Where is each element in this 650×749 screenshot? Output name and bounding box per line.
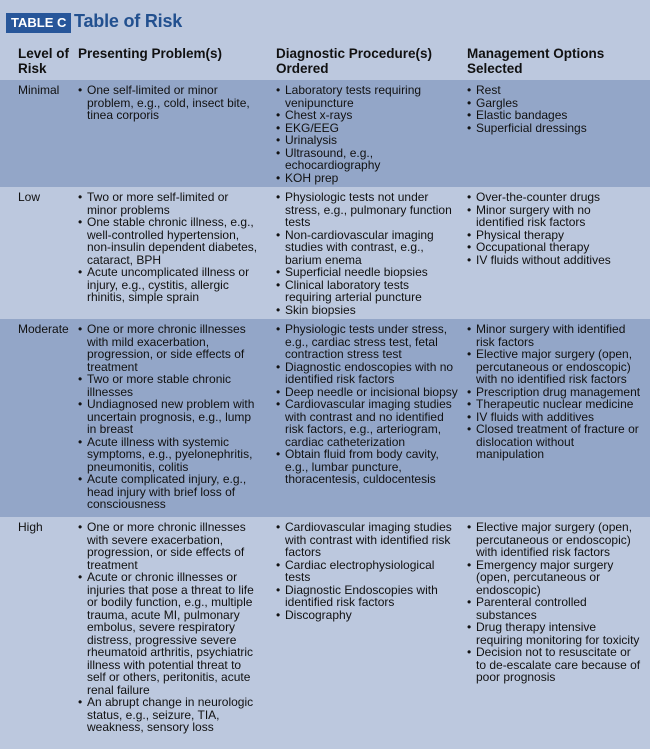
procedures-list <box>276 323 458 486</box>
list-item: • Non-cardiovascular imaging studies with contrast, e.g., barium enema <box>276 229 458 267</box>
list-item: • Over-the-counter drugs <box>467 191 642 204</box>
management-list <box>467 84 642 134</box>
table-row-low <box>0 187 650 319</box>
risk-level: Minimal <box>18 83 60 97</box>
risk-level: Low <box>18 190 41 204</box>
management-list <box>467 323 642 461</box>
header-management: Management Options Selected <box>467 46 605 76</box>
list-item: • Elective major surgery (open, percutaneous or endoscopic) with no identified risk factors <box>467 348 642 386</box>
list-item: • One or more chronic illnesses with mild exacerbation, progression, or side effects of treatment <box>78 323 258 373</box>
list-item: • Diagnostic Endoscopies with identified risk factors <box>276 584 458 609</box>
table-row-minimal <box>0 80 650 187</box>
list-item: • Acute uncomplicated illness or injury, e.g., cystitis, allergic rhinitis, simple sprain <box>78 266 258 304</box>
list-item: • Therapeutic nuclear medicine <box>467 398 642 411</box>
list-item: • Acute complicated injury, e.g., head injury with brief loss of consciousness <box>78 473 258 511</box>
list-item: • Diagnostic endoscopies with no identified risk factors <box>276 361 458 386</box>
list-item: • Drug therapy intensive requiring monitoring for toxicity <box>467 621 642 646</box>
list-item: • Acute or chronic illnesses or injuries that pose a threat to life or bodily function, e.g., multiple trauma, acute MI, pulmonary embolus, severe respiratory distress, progressive severe rheumatoid arthritis, psychiatric illness with potential threat to self or others, peritonitis, acute renal failure <box>78 571 258 696</box>
management-list <box>467 521 642 684</box>
list-item: • Laboratory tests requiring venipuncture <box>276 84 458 109</box>
list-item: • Prescription drug management <box>467 386 642 399</box>
list-item: • Occupational therapy <box>467 241 642 254</box>
list-item: • Closed treatment of fracture or dislocation without manipulation <box>467 423 642 461</box>
list-item: • KOH prep <box>276 172 458 185</box>
list-item: • Emergency major surgery (open, percutaneous or endoscopic) <box>467 559 642 597</box>
list-item: • Cardiovascular imaging studies with contrast and no identified risk factors, e.g., arteriogram, cardiac catheterization <box>276 398 458 448</box>
list-item: • IV fluids with additives <box>467 411 642 424</box>
management-list <box>467 191 642 266</box>
list-item: • Urinalysis <box>276 134 458 147</box>
problems-list <box>78 521 258 734</box>
header-procedure: Diagnostic Procedure(s) Ordered <box>276 46 433 76</box>
list-item: • Discography <box>276 609 458 622</box>
table-label-badge: TABLE C <box>6 13 71 33</box>
problems-list <box>78 84 258 122</box>
list-item: • Elective major surgery (open, percutaneous or endoscopic) with identified risk factors <box>467 521 642 559</box>
risk-level: Moderate <box>18 322 69 336</box>
procedures-list <box>276 84 458 184</box>
table-title-bar <box>0 0 650 36</box>
table-row-high <box>0 517 650 749</box>
procedures-list <box>276 521 458 621</box>
list-item: • IV fluids without additives <box>467 254 642 267</box>
list-item: • Physical therapy <box>467 229 642 242</box>
list-item: • An abrupt change in neurologic status, e.g., seizure, TIA, weakness, sensory loss <box>78 696 258 734</box>
list-item: • One stable chronic illness, e.g., well-controlled hypertension, non-insulin dependent diabetes, cataract, BPH <box>78 216 258 266</box>
list-item: • Gargles <box>467 97 642 110</box>
list-item: • Rest <box>467 84 642 97</box>
list-item: • Minor surgery with identified risk factors <box>467 323 642 348</box>
list-item: • Deep needle or incisional biopsy <box>276 386 458 399</box>
list-item: • Obtain fluid from body cavity, e.g., lumbar puncture, thoracentesis, culdocentesis <box>276 448 458 486</box>
list-item: • Cardiac electrophysiological tests <box>276 559 458 584</box>
list-item: • Physiologic tests not under stress, e.g., pulmonary function tests <box>276 191 458 229</box>
problems-list <box>78 323 258 511</box>
list-item: • Minor surgery with no identified risk factors <box>467 204 642 229</box>
list-item: • Decision not to resuscitate or to de-escalate care because of poor prognosis <box>467 646 642 684</box>
list-item: • EKG/EEG <box>276 122 458 135</box>
list-item: • Clinical laboratory tests requiring arterial puncture <box>276 279 458 304</box>
table-row-moderate <box>0 319 650 517</box>
list-item: • Two or more self-limited or minor problems <box>78 191 258 216</box>
list-item: • Parenteral controlled substances <box>467 596 642 621</box>
header-problem: Presenting Problem(s) <box>78 46 223 61</box>
list-item: • Superficial dressings <box>467 122 642 135</box>
problems-list <box>78 191 258 304</box>
list-item: • Physiologic tests under stress, e.g., cardiac stress test, fetal contraction stress test <box>276 323 458 361</box>
list-item: • Two or more stable chronic illnesses <box>78 373 258 398</box>
list-item: • Acute illness with systemic symptoms, e.g., pyelonephritis, pneumonitis, colitis <box>78 436 258 474</box>
list-item: • One or more chronic illnesses with severe exacerbation, progression, or side effects of treatment <box>78 521 258 571</box>
list-item: • Elastic bandages <box>467 109 642 122</box>
list-item: • One self-limited or minor problem, e.g., cold, insect bite, tinea corporis <box>78 84 258 122</box>
list-item: • Cardiovascular imaging studies with contrast with identified risk factors <box>276 521 458 559</box>
list-item: • Superficial needle biopsies <box>276 266 458 279</box>
list-item: • Chest x-rays <box>276 109 458 122</box>
header-level: Level of Risk <box>18 46 70 76</box>
procedures-list <box>276 191 458 316</box>
risk-level: High <box>18 520 43 534</box>
list-item: • Ultrasound, e.g., echocardiography <box>276 147 458 172</box>
list-item: • Skin biopsies <box>276 304 458 317</box>
table-header <box>0 36 650 80</box>
list-item: • Undiagnosed new problem with uncertain prognosis, e.g., lump in breast <box>78 398 258 436</box>
table-title: Table of Risk <box>74 11 183 31</box>
